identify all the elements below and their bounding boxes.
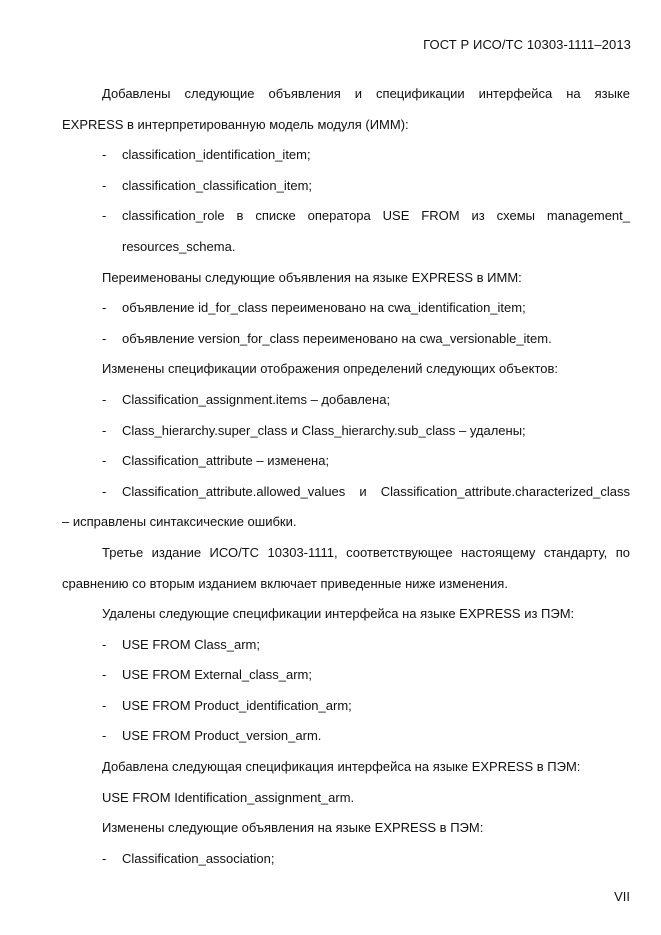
list-item-text: USE FROM External_class_arm; — [122, 667, 312, 683]
document-code-header: ГОСТ Р ИСО/ТС 10303-1111–2013 — [423, 37, 631, 52]
paragraph-line: Третье издание ИСО/ТС 10303-1111, соответствующее настоящему стандарту, по — [102, 544, 630, 560]
list-dash: - — [102, 697, 107, 713]
list-item-text: classification_identification_item; — [122, 147, 311, 163]
paragraph-line: Переименованы следующие объявления на языке EXPRESS в ИММ: — [102, 269, 522, 285]
list-item-text: Classification_association; — [122, 850, 275, 866]
paragraph-line: Добавлены следующие объявления и спецификации интерфейса на языке — [102, 86, 630, 101]
page-number: VII — [614, 889, 630, 904]
list-item-text: Classification_attribute – изменена; — [122, 453, 330, 469]
list-dash: - — [102, 330, 107, 346]
list-dash: - — [102, 422, 107, 438]
list-dash: - — [102, 147, 107, 163]
list-dash: - — [102, 177, 107, 193]
paragraph-line: USE FROM Identification_assignment_arm. — [102, 789, 355, 805]
list-dash: - — [102, 850, 107, 866]
list-dash: - — [102, 208, 107, 224]
list-item — [62, 206, 630, 237]
list-item — [62, 849, 630, 880]
list-item — [62, 451, 630, 482]
list-item-text: USE FROM Product_version_arm. — [122, 728, 322, 744]
list-item — [62, 635, 630, 666]
list-dash: - — [102, 636, 107, 652]
paragraph-line: EXPRESS в интерпретированную модель модуля (ИММ): — [62, 116, 409, 132]
paragraph-line: Изменены следующие объявления на языке EXPRESS в ПЭМ: — [102, 820, 484, 836]
list-item — [62, 665, 630, 696]
paragraph-line: Удалены следующие спецификации интерфейса на языке EXPRESS из ПЭМ: — [102, 606, 575, 622]
list-item-continuation: resources_schema. — [122, 238, 236, 254]
list-item — [62, 726, 630, 757]
list-dash: - — [102, 483, 107, 499]
paragraph-line: Добавлена следующая спецификация интерфейса на языке EXPRESS в ПЭМ: — [102, 759, 581, 775]
paragraph-line: Изменены спецификации отображения определений следующих объектов: — [102, 361, 559, 377]
list-item — [62, 329, 630, 360]
list-item — [62, 298, 630, 329]
list-item-text: Classification_assignment.items – добавлена; — [122, 391, 391, 407]
paragraph-line: – исправлены синтаксические ошибки. — [62, 514, 297, 530]
list-dash: - — [102, 667, 107, 683]
list-item-text: Class_hierarchy.super_class и Class_hierarchy.sub_class – удалены; — [122, 422, 526, 438]
list-item-text: classification_classification_item; — [122, 177, 313, 193]
list-item-text: объявление version_for_class переименовано на cwa_versionable_item. — [122, 330, 552, 346]
list-item — [62, 176, 630, 207]
list-dash: - — [102, 300, 107, 316]
list-item-text: объявление id_for_class переименовано на cwa_identification_item; — [122, 300, 526, 316]
list-item-text: classification_role в списке оператора USE FROM из схемы management_ — [122, 208, 630, 224]
list-item-text: Classification_attribute.allowed_values и Classification_attribute.characterized_class — [122, 483, 630, 499]
list-item — [62, 696, 630, 727]
list-dash: - — [102, 728, 107, 744]
list-dash: - — [102, 391, 107, 407]
list-item-text: USE FROM Class_arm; — [122, 636, 260, 652]
list-item-text: USE FROM Product_identification_arm; — [122, 697, 352, 713]
list-item — [62, 482, 630, 513]
list-item — [62, 421, 630, 452]
paragraph-line: сравнению со вторым изданием включает приведенные ниже изменения. — [62, 575, 508, 591]
list-item — [62, 390, 630, 421]
page-body — [62, 84, 630, 879]
list-dash: - — [102, 453, 107, 469]
list-item — [62, 145, 630, 176]
